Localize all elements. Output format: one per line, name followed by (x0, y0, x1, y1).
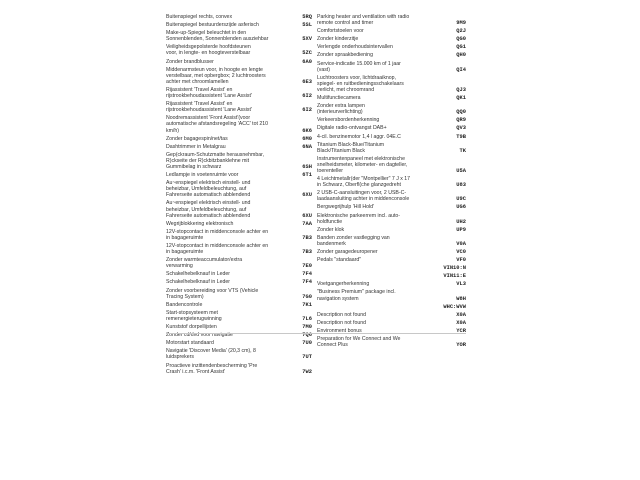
option-description: Multifunctiecamera (317, 95, 361, 102)
option-description: Buitenspiegel bestuurderszijde asferisch (166, 22, 259, 29)
options-column-left (166, 14, 312, 377)
option-description: Description not found (317, 319, 367, 326)
option-entry (317, 28, 466, 34)
option-entry (166, 22, 312, 28)
option-description: Zonder kinderzitje (317, 36, 359, 43)
option-description: Rijassistent 'Travel Assist' en rijstrookbehoudassistent 'Lane Assist' (166, 101, 252, 114)
option-code: 6I2 (302, 93, 312, 100)
option-code: 7M0 (302, 324, 312, 331)
option-code: VF0 (456, 257, 466, 264)
option-code: 6XU (302, 192, 312, 199)
option-code: U5A (456, 167, 466, 174)
option-entry (166, 310, 312, 322)
option-entry (317, 134, 466, 140)
option-description: Make-up-Spiegel beleuchtet in den Sonnenblenden, Sonnenblenden ausziehbar (166, 30, 269, 43)
option-entry (166, 324, 312, 330)
option-entry (166, 14, 312, 20)
option-code: 5RQ (302, 14, 312, 20)
option-description: Au~enspiegel elektrisch einstell- und beheizbar, Umfeldbeleuchtung, auf Fahrerseite automatisch abblendend (166, 200, 251, 219)
option-entry (317, 289, 466, 301)
option-code: 6SH (302, 163, 312, 170)
option-entry (317, 320, 466, 326)
option-entry (317, 281, 466, 287)
option-description: Middenarmsteun voor, in hoogte en lengte verstelbaar, met opbergbox; 2 luchtroosters achter met chroomlamellen (166, 66, 266, 85)
option-code: VL3 (456, 281, 466, 288)
option-entry (317, 142, 466, 154)
option-description: Verkeersbordenherkenning (317, 117, 380, 124)
option-entry (166, 279, 312, 285)
option-description: Proactieve inzittendenbescherming 'Pre Crash' i.c.m. 'Front Assist' (166, 362, 258, 375)
option-description: Banden zonder vastlegging van bandenmerk (317, 234, 390, 247)
option-code: 5XV (302, 36, 312, 43)
option-code: 7K1 (302, 301, 312, 308)
option-description: Titanium Black-Blue/Titanium Black/Titanium Black (317, 141, 385, 154)
option-description: Comfortstoelen voor (317, 28, 364, 35)
option-entry (166, 101, 312, 113)
option-code: 7B3 (302, 234, 312, 241)
option-code: QK1 (456, 95, 466, 102)
option-entry (166, 136, 312, 142)
option-code: 7U0 (302, 340, 312, 347)
option-entry (317, 304, 466, 310)
option-entry (166, 59, 312, 65)
option-code: 6K6 (302, 127, 312, 134)
option-description: Rijassistent 'Travel Assist' en rijstrookbehoudassistent 'Lane Assist' (166, 86, 252, 100)
option-code: UG6 (456, 204, 466, 211)
option-code: 5ZC (302, 50, 312, 57)
option-description: 4 Leichtmetallr(der "Montpellier" 7 J x 17 in Schwarz, Oberfl(che glanzgedreht (317, 176, 411, 189)
option-entry (317, 227, 466, 233)
option-code: 7F4 (302, 271, 312, 278)
option-description: Zonder voorbereiding voor VTS (Vehicle Tracing System) (166, 287, 259, 300)
option-code: YOR (456, 342, 466, 349)
option-entry (166, 257, 312, 269)
option-code: 6NA (302, 143, 312, 150)
option-entry (317, 125, 466, 131)
option-description: Zonder warmteaccumulator/extra verwarming (166, 257, 243, 270)
option-code: 6M0 (302, 135, 312, 142)
option-code: 7UT (302, 354, 312, 361)
option-entry (317, 103, 466, 115)
option-code: QV3 (456, 125, 466, 132)
option-description: Elektronische parkeerrem incl. auto- holdfunctie (317, 212, 401, 225)
option-entry (166, 200, 312, 218)
option-entry (166, 243, 312, 255)
option-code: YCR (456, 327, 466, 334)
option-code: V0A (456, 240, 466, 247)
option-code: QJ3 (456, 86, 466, 93)
option-entry (166, 363, 312, 375)
bottom-rule (166, 333, 466, 334)
option-entry (166, 115, 312, 133)
option-entry (166, 288, 312, 300)
option-description: Zonder bagagespin/net/tas (166, 135, 228, 142)
option-entry (317, 14, 466, 26)
options-column-right (317, 14, 466, 350)
option-entry (166, 30, 312, 42)
option-entry (166, 152, 312, 170)
option-code: 6E3 (302, 78, 312, 85)
option-code: QR9 (456, 117, 466, 124)
option-entry (166, 180, 312, 198)
option-entry (166, 67, 312, 85)
option-entry (317, 265, 466, 271)
option-entry (166, 302, 312, 308)
option-entry (317, 36, 466, 42)
option-code: 7W2 (302, 368, 312, 375)
option-code: UP9 (456, 226, 466, 233)
option-description: Start-stopsysteem met remenergieterugwinning (166, 309, 222, 322)
option-code: 7B3 (302, 249, 312, 256)
option-entry (317, 61, 466, 73)
option-entry (317, 44, 466, 50)
option-description: Veiligheidsgepolsterde hoofdsteunen voor, in lengte- en hoogteverstelbaar (166, 44, 251, 57)
option-entry (317, 190, 466, 202)
option-description: Service-indicatie 15.000 km of 1 jaar (vast) (317, 60, 401, 73)
option-entry (317, 336, 466, 348)
option-description: Luchtroosters voor, lichtdraaiknop, spiegel- en ruitbedieningsschakelaars verlicht, met chroomrand (317, 74, 404, 93)
option-description: Au~enspiegel elektrisch einstell- und beheizbar, Umfeldbeleuchtung, auf Fahrerseite automatisch abblendend (166, 180, 251, 199)
option-description: Parking heater and ventilation with radio remote control and timer (317, 14, 410, 27)
option-entry (166, 271, 312, 277)
option-code: 5SL (302, 22, 312, 29)
option-description: Voetgangerherkenning (317, 281, 370, 288)
option-entry (317, 235, 466, 247)
option-description: Wegrijblokkering elektronisch (166, 220, 234, 227)
option-description: 12V-stopcontact in middenconsole achter en in bagageruimte (166, 228, 269, 241)
option-entry (317, 312, 466, 318)
option-entry (317, 273, 466, 279)
option-description: Description not found (317, 311, 367, 318)
option-code: TK (459, 147, 466, 154)
option-description: Bandencontrole (166, 301, 203, 308)
option-code: U9C (456, 196, 466, 203)
option-description: Zonder garagedeuropener (317, 249, 378, 255)
option-code: X0A (456, 319, 466, 326)
option-code: QQ0 (456, 109, 466, 116)
option-code: QG1 (456, 44, 466, 51)
option-code: UH2 (456, 218, 466, 225)
option-code: 7E0 (302, 263, 312, 270)
option-code: VIN10:N (443, 265, 466, 272)
option-entry (317, 213, 466, 225)
option-description: Bergwegrijhulp 'Hill Hold' (317, 204, 375, 211)
option-code: 7AA (302, 220, 312, 227)
option-entry (166, 229, 312, 241)
option-description: Schakelhebelknauf in Leder (166, 279, 231, 286)
option-description: Navigatie 'Discover Media' (20,3 cm), 8 luidsprekers (166, 348, 256, 361)
option-description: Preparation for We Connect and We Connect Plus (317, 336, 401, 349)
option-code: VIN11:E (443, 273, 466, 280)
option-code: QI4 (456, 66, 466, 73)
option-description: Digitale radio-ontvangst DAB+ (317, 125, 387, 132)
option-description: Instrumentenpaneel met elektronische snelheidsmeter, kilometer- en dagteller, toerenteller (317, 155, 408, 174)
option-description: Buitenspiegel rechts, convex (166, 14, 233, 20)
option-description: Dashtrimmer in Metalgrau (166, 143, 226, 150)
option-entry (166, 221, 312, 227)
option-code: Q2J (456, 28, 466, 35)
option-description: Noodremassistent 'Front Assist'(voor automatische afstandsregeling 'ACC' tot 210 km/h) (166, 115, 269, 134)
option-entry (166, 44, 312, 56)
option-entry (317, 176, 466, 188)
option-entry (317, 257, 466, 263)
option-code: 6XU (302, 212, 312, 219)
option-code: 7G0 (302, 293, 312, 300)
option-code: 7F4 (302, 279, 312, 286)
option-description: Motorstart standaard (166, 340, 214, 347)
option-entry (317, 95, 466, 101)
option-code: 7L6 (302, 315, 312, 322)
option-entry (317, 117, 466, 123)
option-description: Zonder klok (317, 226, 345, 233)
option-description: Pedals "standaard" (317, 257, 362, 264)
option-description: Schakelhebelknauf in Leder (166, 271, 231, 278)
option-description: Environment bonus (317, 327, 362, 334)
option-description: "Business Premium" package incl. navigation system (317, 289, 396, 302)
option-entry (166, 144, 312, 150)
option-code: 9M9 (456, 20, 466, 27)
option-code: 6T1 (302, 172, 312, 179)
option-code: 6I2 (302, 107, 312, 114)
option-entry (317, 249, 466, 255)
option-entry (317, 204, 466, 210)
option-code: W8H (456, 295, 466, 302)
option-code: WHC:WVW (443, 303, 466, 310)
option-code: VC0 (456, 249, 466, 255)
option-code: T9B (456, 133, 466, 140)
option-code: QG0 (456, 36, 466, 43)
option-entry (166, 340, 312, 346)
option-description: Zonder brandblusser (166, 58, 214, 65)
option-entry (317, 52, 466, 58)
option-code: U83 (456, 182, 466, 189)
option-entry (166, 87, 312, 99)
option-code: X0A (456, 311, 466, 318)
option-description: 12V-stopcontact in middenconsole achter en in bagageruimte (166, 243, 269, 256)
option-code: 7Q6 (302, 332, 312, 339)
option-entry (166, 348, 312, 360)
option-description: Zonder cd/dvd voor navigatie (166, 332, 233, 339)
option-description: 4-cil. benzinemotor 1,4 l aggr. 04E.C (317, 133, 401, 140)
option-description: 2 USB-C-aansluitingen voor, 2 USB-C- laadaansluiting achter in middenconsole (317, 190, 410, 203)
option-entry (166, 172, 312, 178)
option-description: Gep(ckraum-Schutzmatte herausnehmbar, R)ckseite der R)ckbitzbanklehne mit Gummibelag in schwarz (166, 151, 265, 170)
option-description: Ledlampje in voetenruimte voor (166, 172, 239, 179)
option-description: Zonder extra lampen (interieurverlichting) (317, 103, 365, 116)
option-entry (317, 156, 466, 174)
option-code: QH0 (456, 52, 466, 59)
option-entry (317, 75, 466, 93)
option-code: 6A0 (302, 58, 312, 65)
option-description: Verlengde onderhoudsintervallen (317, 44, 393, 51)
option-description: Kunststof dorpellijsten (166, 324, 217, 331)
option-description: Zonder spraakbediening (317, 52, 373, 59)
